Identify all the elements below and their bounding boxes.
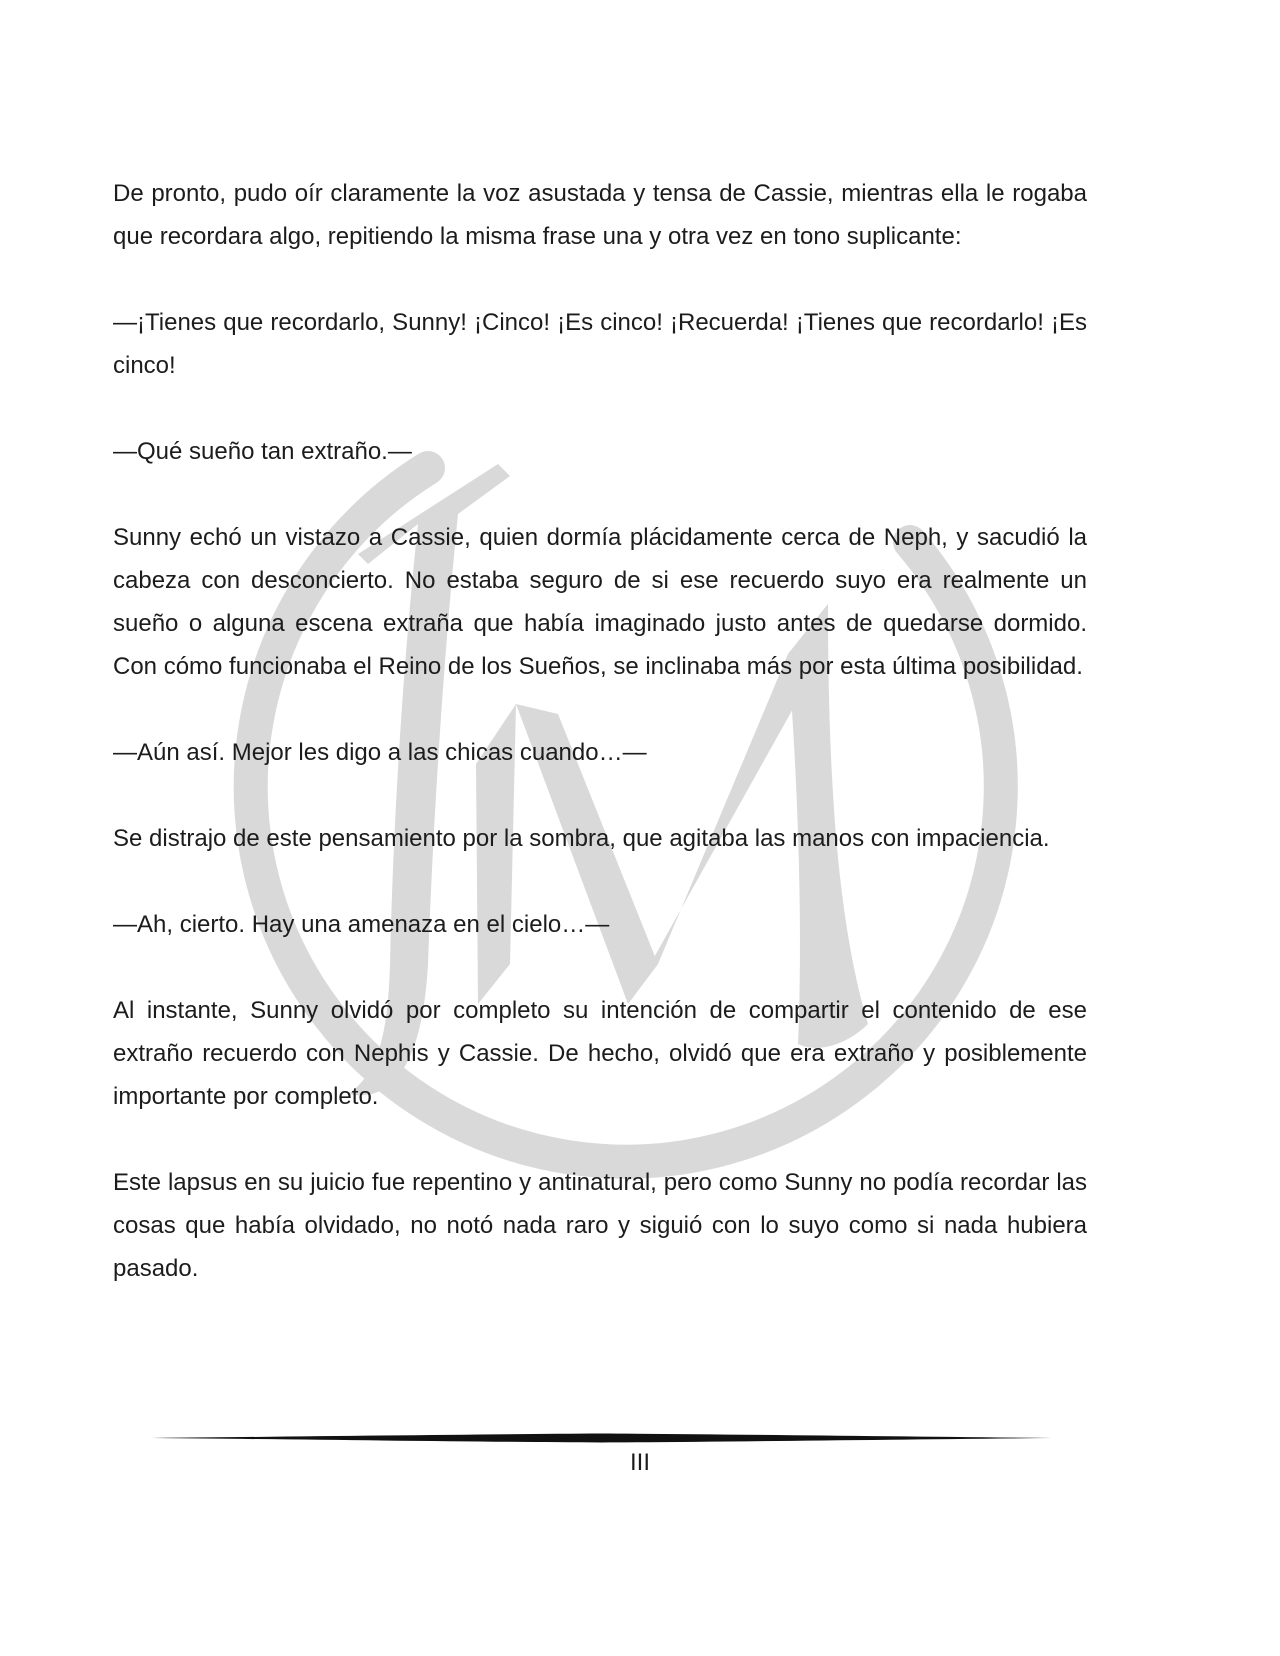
- paragraph: —Aún así. Mejor les digo a las chicas cuando…—: [113, 739, 647, 766]
- paragraph: De pronto, pudo oír claramente la voz asustada y tensa de Cassie, mientras ella le rogaba que recordara algo, repitiendo la misma frase una y otra vez en tono suplicante:: [113, 180, 1087, 250]
- paragraph: Se distrajo de este pensamiento por la sombra, que agitaba las manos con impaciencia.: [113, 825, 1050, 852]
- page-number: III: [629, 1449, 650, 1476]
- paragraph: —¡Tienes que recordarlo, Sunny! ¡Cinco! ¡Es cinco! ¡Recuerda! ¡Tienes que recordarlo! ¡Es cinco!: [113, 309, 1087, 379]
- paragraph: Sunny echó un vistazo a Cassie, quien dormía plácidamente cerca de Neph, y sacudió la cabeza con desconcierto. No estaba seguro de si ese recuerdo suyo era realmente un sueño o alguna escena extraña que había imaginado justo antes de quedarse dormido. Con cómo funcionaba el Reino de los Sueños, se inclinaba más por esta última posibilidad.: [113, 524, 1087, 680]
- paragraph: —Ah, cierto. Hay una amenaza en el cielo…—: [113, 911, 610, 938]
- paragraph: Al instante, Sunny olvidó por completo su intención de compartir el contenido de ese extraño recuerdo con Nephis y Cassie. De hecho, olvidó que era extraño y posiblemente importante por completo.: [113, 997, 1087, 1110]
- page-body: [113, 172, 1087, 1333]
- footer-divider: [152, 1433, 1052, 1443]
- paragraph: Este lapsus en su juicio fue repentino y antinatural, pero como Sunny no podía recordar las cosas que había olvidado, no notó nada raro y siguió con lo suyo como si nada hubiera pasado.: [113, 1169, 1087, 1282]
- paragraph: —Qué sueño tan extraño.—: [113, 438, 412, 465]
